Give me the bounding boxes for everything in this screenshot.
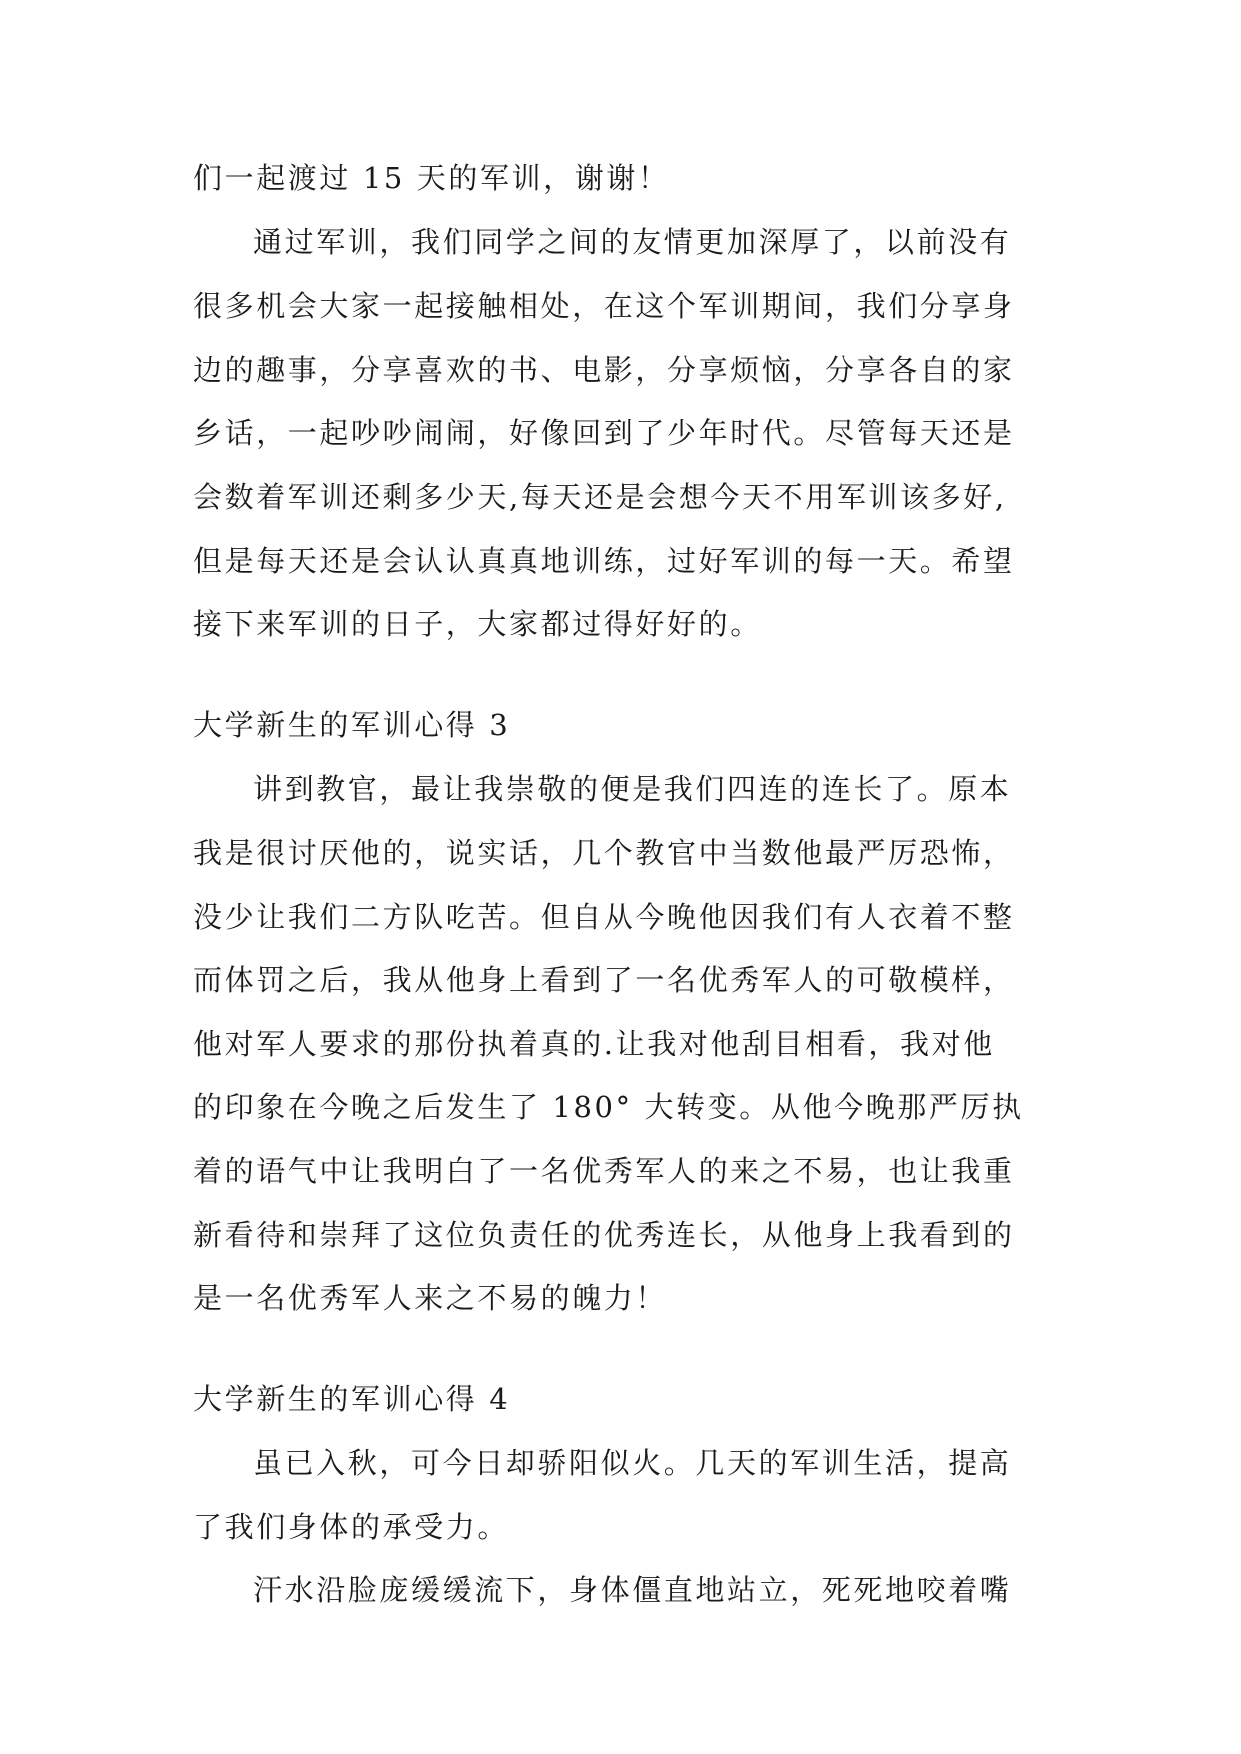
text-line: 但是每天还是会认认真真地训练，过好军训的每一天。希望 (193, 544, 1015, 578)
text-line: 接下来军训的日子，大家都过得好好的。 (193, 607, 762, 641)
text-line: 我是很讨厌他的，说实话，几个教官中当数他最严厉恐怖， (193, 836, 1015, 870)
text-line: 们一起渡过 15 天的军训，谢谢！ (193, 161, 670, 195)
text-line: 了我们身体的承受力。 (193, 1510, 510, 1544)
text-line: 会数着军训还剩多少天,每天还是会想今天不用军训该多好, (193, 480, 1007, 514)
text-line: 很多机会大家一起接触相处，在这个军训期间，我们分享身 (193, 289, 1015, 323)
text-line: 没少让我们二方队吃苦。但自从今晚他因我们有人衣着不整 (193, 900, 1015, 934)
text-line: 新看待和崇拜了这位负责任的优秀连长，从他身上我看到的 (193, 1218, 1015, 1252)
section-heading: 大学新生的军训心得 4 (193, 1382, 511, 1416)
paragraph-first-line: 汗水沿脸庞缓缓流下，身体僵直地站立，死死地咬着嘴 (253, 1573, 1012, 1607)
section-heading: 大学新生的军训心得 3 (193, 708, 511, 742)
paragraph-first-line: 讲到教官，最让我崇敬的便是我们四连的连长了。原本 (253, 772, 1012, 806)
text-line: 的印象在今晚之后发生了 180° 大转变。从他今晚那严厉执 (193, 1090, 1024, 1124)
text-line: 乡话，一起吵吵闹闹，好像回到了少年时代。尽管每天还是 (193, 416, 1015, 450)
paragraph-first-line: 虽已入秋，可今日却骄阳似火。几天的军训生活，提高 (253, 1446, 1012, 1480)
paragraph-first-line: 通过军训，我们同学之间的友情更加深厚了，以前没有 (253, 225, 1012, 259)
text-line: 而体罚之后，我从他身上看到了一名优秀军人的可敬模样， (193, 963, 1015, 997)
text-line: 他对军人要求的那份执着真的.让我对他刮目相看，我对他 (193, 1027, 995, 1061)
text-line: 是一名优秀军人来之不易的魄力！ (193, 1281, 668, 1315)
text-line: 着的语气中让我明白了一名优秀军人的来之不易，也让我重 (193, 1154, 1015, 1188)
text-line: 边的趣事，分享喜欢的书、电影，分享烦恼，分享各自的家 (193, 353, 1015, 387)
